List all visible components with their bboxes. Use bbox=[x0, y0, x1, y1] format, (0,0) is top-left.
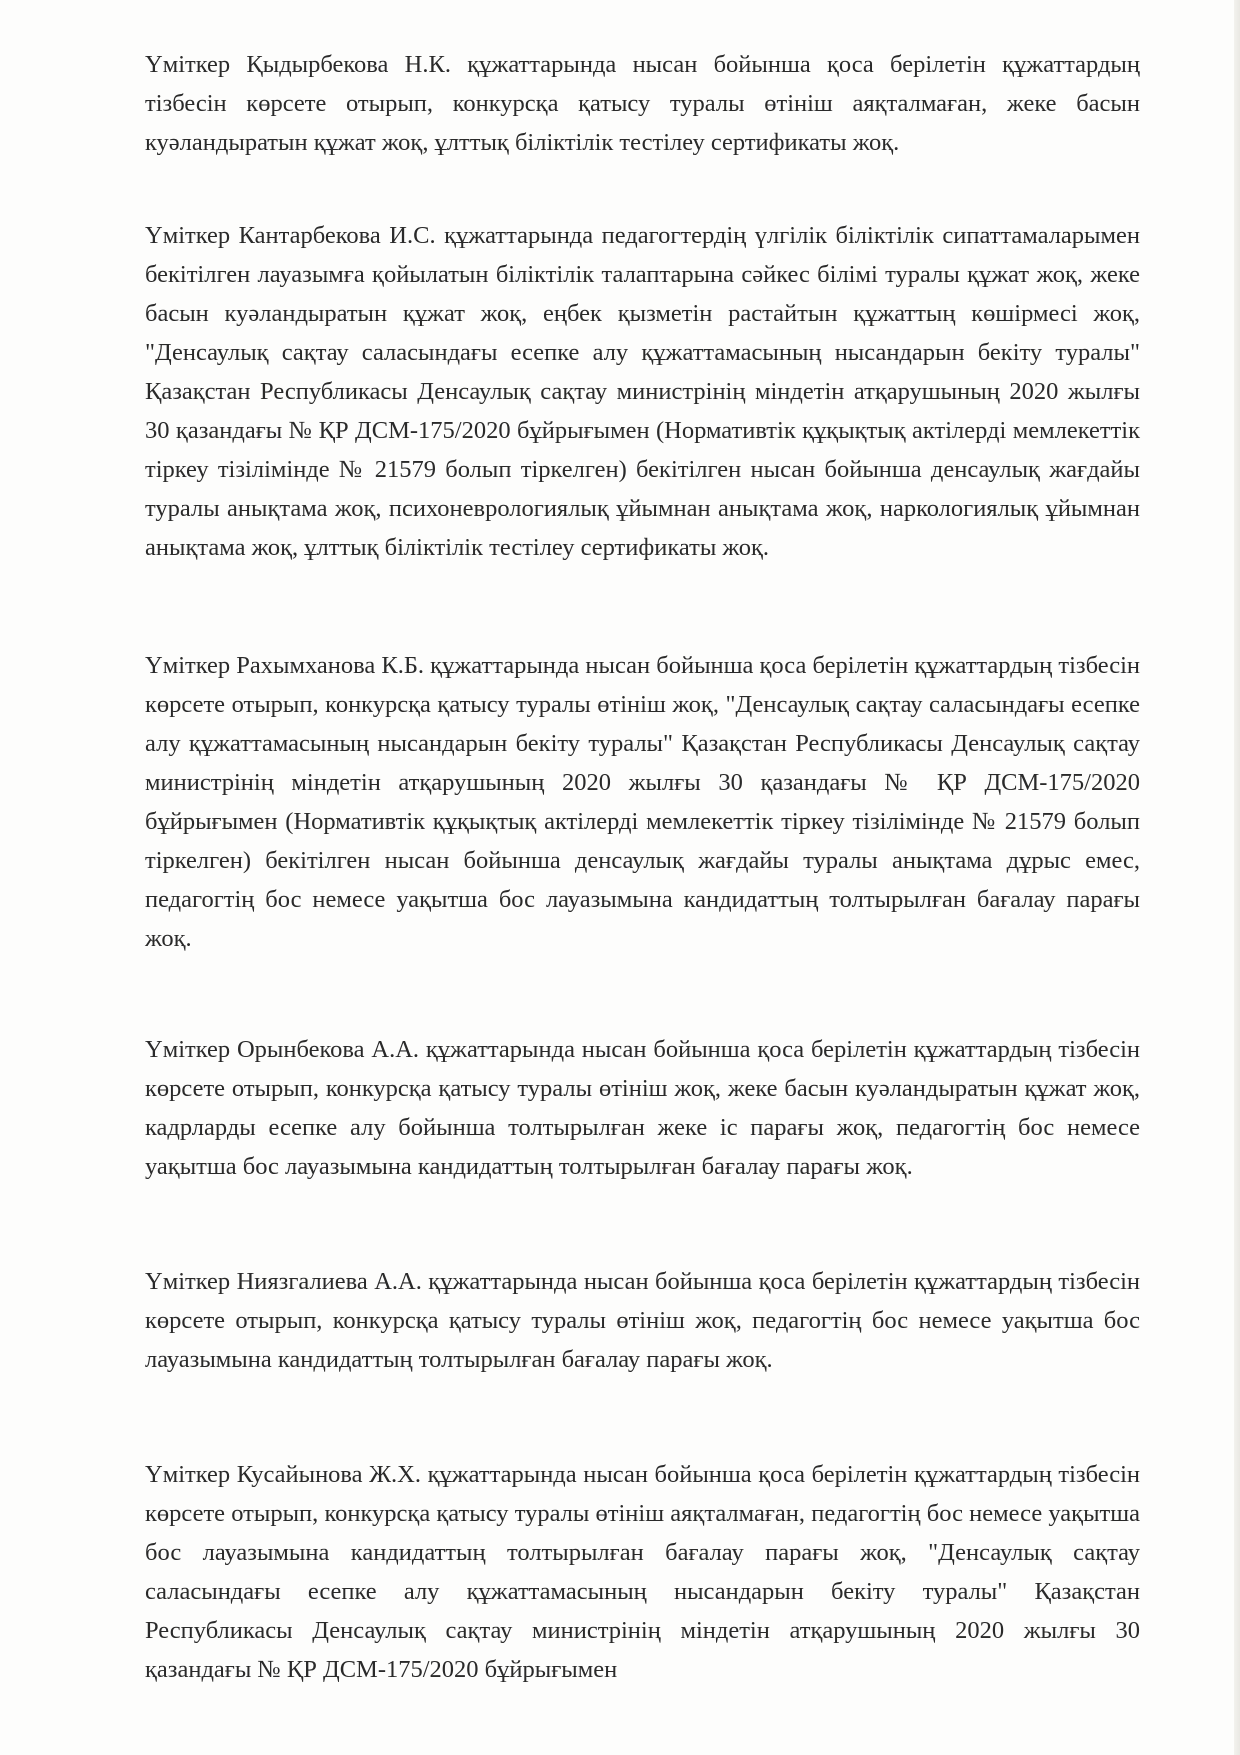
candidate-paragraph-rakhymkhanova: Үміткер Рахымханова К.Б. құжаттарында нысан бойынша қоса берілетін құжаттардың тізбесін көрсете отырып, конкурсқа қатысу туралы өтініш жоқ, "Денсаулық сақтау саласындағы есепке алу құжаттамасының нысандарын бекіту туралы" Қазақстан Республикасы Денсаулық сақтау министрінің міндетін атқарушының 2020 жылғы 30 қазандағы № ҚР ДСМ-175/2020 бұйрығымен (Нормативтік құқықтық актілерді мемлекеттік тіркеу тізілімінде № 21579 болып тіркелген) бекітілген нысан бойынша денсаулық жағдайы туралы анықтама дұрыс емес, педагогтің бос немесе уақытша бос лауазымына кандидаттың толтырылған бағалау парағы жоқ. bbox=[145, 652, 1140, 952]
candidate-paragraph-orynbekova: Үміткер Орынбекова А.А. құжаттарында нысан бойынша қоса берілетін құжаттардың тізбесін көрсете отырып, конкурсқа қатысу туралы өтініш жоқ, жеке басын куәландыратын құжат жоқ, кадрларды есепке алу бойынша толтырылған жеке іс парағы жоқ, педагогтің бос немесе уақытша бос лауазымына кандидаттың толтырылған бағалау парағы жоқ. bbox=[145, 1036, 1140, 1180]
candidate-paragraph-kydyrbekova: Үміткер Қыдырбекова Н.К. құжаттарында нысан бойынша қоса берілетін құжаттардың тізбесін көрсете отырып, конкурсқа қатысу туралы өтініш аяқталмаған, жеке басын куәландыратын құжат жоқ, ұлттық біліктілік тестілеу сертификаты жоқ. bbox=[145, 51, 1140, 156]
candidate-paragraph-kantarbekova: Үміткер Кантарбекова И.С. құжаттарында педагогтердің үлгілік біліктілік сипаттамаларымен бекітілген лауазымға қойылатын біліктілік талаптарына сәйкес білімі туралы құжат жоқ, жеке басын куәландыратын құжат жоқ, еңбек қызметін растайтын құжаттың көшірмесі жоқ, "Денсаулық сақтау саласындағы есепке алу құжаттамасының нысандарын бекіту туралы" Қазақстан Республикасы Денсаулық сақтау министрінің міндетін атқарушының 2020 жылғы 30 қазандағы № ҚР ДСМ-175/2020 бұйрығымен (Нормативтік құқықтық актілерді мемлекеттік тіркеу тізілімінде № 21579 болып тіркелген) бекітілген нысан бойынша денсаулық жағдайы туралы анықтама жоқ, психоневрологиялық ұйымнан анықтама жоқ, наркологиялық ұйымнан анықтама жоқ, ұлттық біліктілік тестілеу сертификаты жоқ. bbox=[145, 222, 1140, 561]
candidate-paragraph-niyazgalieva: Үміткер Ниязгалиева А.А. құжаттарында нысан бойынша қоса берілетін құжаттардың тізбесін көрсете отырып, конкурсқа қатысу туралы өтініш жоқ, педагогтің бос немесе уақытша бос лауазымына кандидаттың толтырылған бағалау парағы жоқ. bbox=[145, 1268, 1140, 1373]
scan-edge-shadow bbox=[1234, 0, 1240, 1755]
candidate-paragraph-kusaiynova: Үміткер Кусайынова Ж.Х. құжаттарында нысан бойынша қоса берілетін құжаттардың тізбесін көрсете отырып, конкурсқа қатысу туралы өтініш аяқталмаған, педагогтің бос немесе уақытша бос лауазымына кандидаттың толтырылған бағалау парағы жоқ, "Денсаулық сақтау саласындағы есепке алу құжаттамасының нысандарын бекіту туралы" Қазақстан Республикасы Денсаулық сақтау министрінің міндетін атқарушының 2020 жылғы 30 қазандағы № ҚР ДСМ-175/2020 бұйрығымен bbox=[145, 1461, 1140, 1683]
